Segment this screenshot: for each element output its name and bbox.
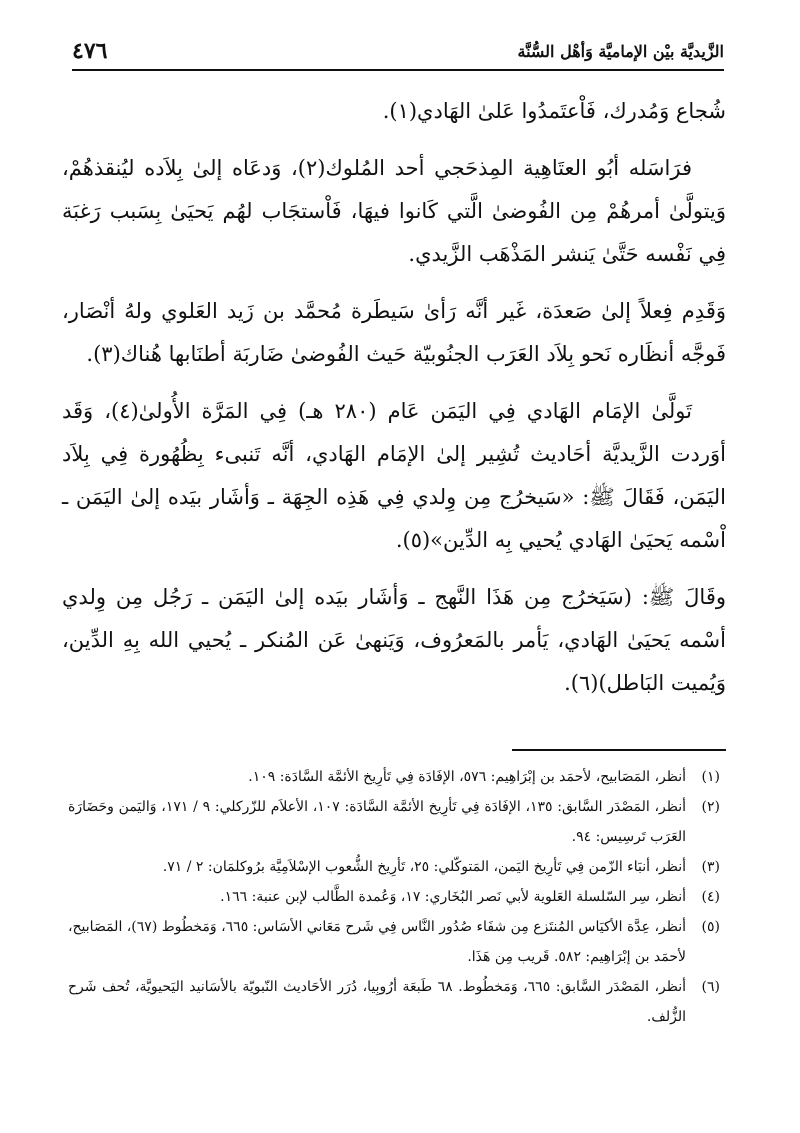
footnote-number: (٦) (701, 979, 720, 995)
main-text (62, 90, 726, 719)
footnote (68, 792, 720, 852)
footnote (68, 882, 720, 912)
footnote-text: أنظر، أنبَاء الزّمن فِي تَأرِيخ اليَمن، المَتوكّلي: ٢٥، تَأرِيخ الشُّعوب الإسْلاَمِيَّة برُوكلمَان: ٢ / ٧١. (162, 859, 686, 875)
footnote-number: (٣) (701, 859, 720, 875)
footnote-number: (٥) (701, 919, 720, 935)
footnotes (68, 762, 720, 1032)
paragraph: شُجاع وَمُدرك، فَاْعتَمدُوا عَلىٰ الهَادي(١). (382, 99, 726, 123)
page-number: ٤٧٦ (72, 38, 108, 64)
footnote-number: (٢) (701, 799, 720, 815)
paragraph: وَقَدِم فِعلاً إلىٰ صَعدَة، غَير أنَّه رَأىٰ سَيطَرة مُحمَّد بن زَيد العَلوي ولهُ أنْصَار، فَوجَّه أنظَاره نَحو بِلاَد العَرَب الجنُوبيّة حَيث الفُوضىٰ ضَاربَة أطنَابها هُناك(٣). (62, 299, 726, 366)
paragraph: وقَالَ ﷺ: (سَيَخرُج مِن هَذَا النَّهج ـ وَأشَار بيَده إلىٰ اليَمَن ـ رَجُل مِن وِلدي أسْمه يَحيَىٰ الهَادي، يَأمر بالمَعرُوف، وَيَنهىٰ عَن المُنكر ـ يُحيي الله بِهِ الدِّين، وَيُميت البَاطل)(٦). (62, 585, 726, 695)
footnote-text: أنظر، المَصَابيح، لأحمَد بن إبْرَاهِيم: ٥٧٦، الإفَادَة فِي تَأرِيخ الأئمَّة السَّادَة: ١٠٩. (248, 769, 686, 785)
footnote (68, 912, 720, 972)
footnote-text: أنظر، سِر السّلسلة العَلوية لأبي نَصر البُخَاري: ١٧، وَعُمدة الطَّالب لإبن عنبة: ١٦٦. (220, 889, 686, 905)
footnote (68, 762, 720, 792)
header-rule (72, 69, 724, 71)
paragraph: تَولَّىٰ الإمَام الهَادي فِي اليَمَن عَام (٢٨٠ هـ) فِي المَرَّة الأُولىٰ(٤)، وَقَد أوَردت الزَّيديَّة أحَاديث تُشِير إلىٰ الإمَام الهَادي، أنَّه تَنبىء بِظُهُورة فِي بِلاَد اليَمَن، فَقَالَ ﷺ: «سَيخرُج مِن وِلدي فِي هَذِه الجِهَة ـ وَأشَار بيَده إلىٰ اليَمَن ـ اْسْمه يَحيَىٰ الهَادي يُحيي بِه الدِّين»(٥). (62, 399, 726, 552)
footnote-text: أنظر، عِدَّة الأكيَاس المُنتَزع مِن شفَاء صُدُور النَّاس فِي شَرح مَعَاني الأسَاس: ٦٦٥، وَمَخطُوط (٦٧)، المَصَابيح، لأحمَد بن إبْرَاهِيم: ٥٨٢. قَريب مِن هَذَا. (68, 919, 686, 965)
footnote-separator (512, 749, 726, 751)
footnote (68, 852, 720, 882)
footnote-text: أنظر، المَصْدَر السَّابق: ١٣٥، الإفَادَة فِي تَأرِيخ الأئمَّة السَّادَة: ١٠٧، الأعلاَم للزّركلي: ٩ / ١٧١، وَاليَمن وحَضَارَة العَرَب تَرسِيس: ٩٤. (68, 799, 686, 845)
page-header (72, 34, 724, 68)
running-title: الزَّيديَّة بيْن الإماميَّة وَأهْل السُّنَّة (517, 41, 724, 61)
footnote (68, 972, 720, 1032)
footnote-number: (١) (701, 769, 720, 785)
footnote-number: (٤) (701, 889, 720, 905)
footnote-text: أنظر، المَصْدَر السَّابق: ٦٦٥، وَمَخطُوط. ٦٨ طَبعَة أرُوبِيا، دُرَر الأحَاديث النّبويّة بالأسَانيد اليَحيويَّة، تُحف شَرح الزُّلف. (68, 979, 686, 1025)
paragraph: فرَاسَله أبُو العتَاهِية المِذحَجي أحد المُلوك(٢)، وَدعَاه إلىٰ بِلاَده ليُنقذهُمْ، وَيتولَّىٰ أمرهُمْ مِن الفُوضىٰ الَّتي كَانوا فيهَا، فَاْستجَاب لهُم يَحيَىٰ بِسَبب رَغبَة فِي نَفْسه حَتَّىٰ يَنشر المَذْهَب الزَّيدي. (62, 156, 726, 266)
